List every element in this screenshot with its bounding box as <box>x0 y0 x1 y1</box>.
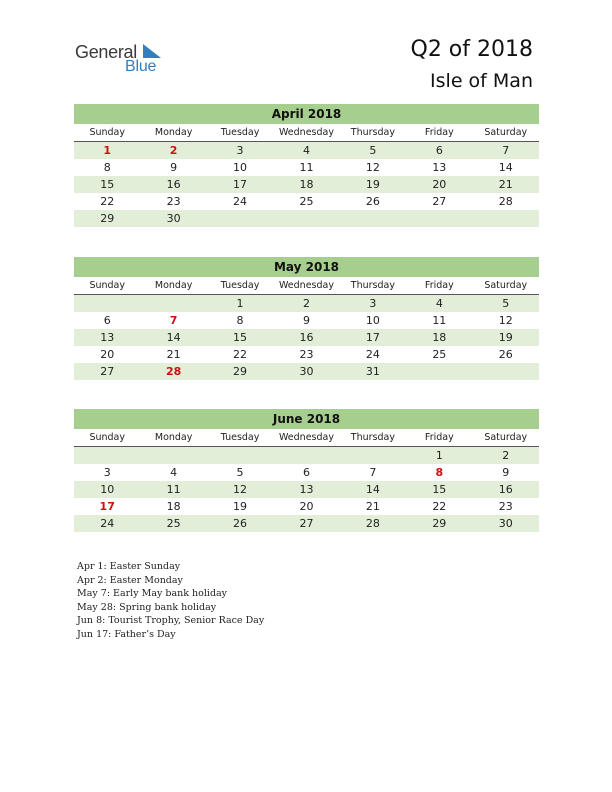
date-cell: 14 <box>166 331 181 344</box>
date-cell: 12 <box>498 314 513 327</box>
week-row <box>74 363 539 380</box>
week-row <box>74 312 539 329</box>
date-cell: 2 <box>302 297 310 310</box>
month-calendar-june <box>74 409 539 532</box>
month-title: May 2018 <box>74 257 539 277</box>
date-cell: 25 <box>299 195 314 208</box>
weeks-container <box>74 142 539 227</box>
date-cell <box>340 210 406 227</box>
date-cell: 30 <box>299 365 314 378</box>
date-cell: 24 <box>365 348 380 361</box>
date-cell: 2 <box>502 449 510 462</box>
weekday-label: Friday <box>424 280 454 291</box>
date-cell <box>473 210 539 227</box>
weekday-label: Monday <box>154 432 193 443</box>
date-cell <box>340 447 406 464</box>
date-cell: 9 <box>502 466 510 479</box>
week-row <box>74 210 539 227</box>
weekday-label: Tuesday <box>220 432 260 443</box>
date-cell: 26 <box>233 517 248 530</box>
holiday-note: Apr 1: Easter Sunday <box>77 561 181 572</box>
date-cell: 19 <box>233 500 248 513</box>
week-row <box>74 295 539 312</box>
weekday-header-row <box>74 124 539 142</box>
holiday-note: May 7: Early May bank holiday <box>77 588 228 599</box>
date-cell: 6 <box>302 466 310 479</box>
weeks-container <box>74 295 539 380</box>
holiday-note: Jun 17: Father’s Day <box>77 628 176 640</box>
date-cell <box>140 447 206 464</box>
date-cell: 16 <box>166 178 181 191</box>
holiday-date-cell: 8 <box>435 466 444 479</box>
weekday-label: Saturday <box>484 432 528 443</box>
weekday-label: Saturday <box>484 280 528 291</box>
week-row <box>74 481 539 498</box>
date-cell: 7 <box>369 466 377 479</box>
date-cell: 13 <box>299 483 314 496</box>
date-cell: 18 <box>166 500 181 513</box>
date-cell <box>473 363 539 380</box>
weekday-label: Tuesday <box>220 127 260 138</box>
date-cell: 21 <box>498 178 513 191</box>
weekday-header-row <box>74 429 539 447</box>
date-cell: 28 <box>365 517 380 530</box>
month-calendar-may <box>74 257 539 380</box>
weekday-label: Wednesday <box>278 432 334 443</box>
date-cell: 14 <box>365 483 380 496</box>
weekday-label: Tuesday <box>220 280 260 291</box>
weekday-label: Thursday <box>350 432 395 443</box>
week-row <box>74 515 539 532</box>
date-cell: 1 <box>236 297 244 310</box>
date-cell: 22 <box>233 348 248 361</box>
date-cell <box>207 210 273 227</box>
date-cell: 6 <box>435 144 443 157</box>
date-cell: 3 <box>369 297 377 310</box>
weekday-label: Sunday <box>89 280 125 291</box>
weekday-header-row <box>74 277 539 295</box>
date-cell: 13 <box>100 331 115 344</box>
weekday-label: Thursday <box>350 280 395 291</box>
weekday-label: Wednesday <box>278 280 334 291</box>
date-cell: 31 <box>365 365 380 378</box>
holiday-notes <box>77 560 264 641</box>
date-cell: 29 <box>432 517 447 530</box>
weekday-label: Saturday <box>484 127 528 138</box>
week-row <box>74 329 539 346</box>
date-cell: 8 <box>103 161 111 174</box>
date-cell: 10 <box>365 314 380 327</box>
weeks-container <box>74 447 539 532</box>
week-row <box>74 346 539 363</box>
week-row <box>74 447 539 464</box>
date-cell: 11 <box>432 314 447 327</box>
date-cell: 3 <box>103 466 111 479</box>
date-cell: 6 <box>103 314 111 327</box>
date-cell: 23 <box>166 195 181 208</box>
logo-text-blue: Blue <box>125 58 157 75</box>
date-cell: 9 <box>302 314 310 327</box>
date-cell: 5 <box>502 297 510 310</box>
month-title: April 2018 <box>74 104 539 124</box>
week-row <box>74 464 539 481</box>
date-cell: 3 <box>236 144 244 157</box>
date-cell: 15 <box>100 178 115 191</box>
date-cell: 19 <box>365 178 380 191</box>
date-cell: 4 <box>302 144 310 157</box>
date-cell: 15 <box>432 483 447 496</box>
date-cell: 27 <box>432 195 447 208</box>
date-cell <box>273 210 339 227</box>
date-cell: 21 <box>166 348 181 361</box>
date-cell <box>406 210 472 227</box>
date-cell: 4 <box>170 466 178 479</box>
date-cell: 26 <box>365 195 380 208</box>
holiday-date-cell: 2 <box>169 144 178 157</box>
date-cell <box>207 447 273 464</box>
date-cell: 27 <box>299 517 314 530</box>
date-cell: 22 <box>100 195 115 208</box>
weekday-label: Thursday <box>350 127 395 138</box>
date-cell: 23 <box>299 348 314 361</box>
holiday-date-cell: 1 <box>103 144 112 157</box>
date-cell: 30 <box>498 517 513 530</box>
weekday-label: Sunday <box>89 127 125 138</box>
date-cell: 28 <box>498 195 513 208</box>
date-cell: 22 <box>432 500 447 513</box>
date-cell: 5 <box>236 466 244 479</box>
date-cell: 14 <box>498 161 513 174</box>
date-cell: 27 <box>100 365 115 378</box>
holiday-date-cell: 17 <box>99 500 115 513</box>
weekday-label: Monday <box>154 127 193 138</box>
page-subtitle: Isle of Man <box>430 70 533 92</box>
date-cell: 16 <box>498 483 513 496</box>
weekday-label: Friday <box>424 432 454 443</box>
date-cell: 30 <box>166 212 181 225</box>
date-cell <box>74 447 140 464</box>
date-cell: 23 <box>498 500 513 513</box>
date-cell: 15 <box>233 331 248 344</box>
week-row <box>74 159 539 176</box>
week-row <box>74 176 539 193</box>
date-cell: 19 <box>498 331 513 344</box>
month-calendar-april <box>74 104 539 227</box>
date-cell: 20 <box>299 500 314 513</box>
date-cell: 17 <box>365 331 380 344</box>
date-cell: 29 <box>233 365 248 378</box>
date-cell <box>140 295 206 312</box>
week-row <box>74 193 539 210</box>
date-cell: 13 <box>432 161 447 174</box>
holiday-note: Apr 2: Easter Monday <box>77 574 183 586</box>
date-cell: 24 <box>100 517 115 530</box>
date-cell: 7 <box>502 144 510 157</box>
date-cell: 26 <box>498 348 513 361</box>
date-cell: 18 <box>299 178 314 191</box>
date-cell <box>406 363 472 380</box>
logo-text-general: General <box>75 42 137 62</box>
month-title: June 2018 <box>74 409 539 429</box>
date-cell <box>273 447 339 464</box>
holiday-date-cell: 28 <box>165 365 182 378</box>
page-title: Q2 of 2018 <box>410 37 533 62</box>
holiday-note: Jun 8: Tourist Trophy, Senior Race Day <box>77 615 265 626</box>
date-cell: 17 <box>233 178 248 191</box>
date-cell: 25 <box>432 348 447 361</box>
date-cell: 10 <box>233 161 248 174</box>
date-cell: 25 <box>166 517 181 530</box>
weekday-label: Monday <box>154 280 193 291</box>
date-cell: 12 <box>365 161 380 174</box>
date-cell: 10 <box>100 483 115 496</box>
date-cell: 24 <box>233 195 248 208</box>
date-cell: 29 <box>100 212 115 225</box>
holiday-note: May 28: Spring bank holiday <box>77 601 217 613</box>
date-cell: 11 <box>299 161 314 174</box>
date-cell: 4 <box>435 297 443 310</box>
weekday-label: Sunday <box>89 432 125 443</box>
date-cell: 21 <box>365 500 380 513</box>
date-cell: 5 <box>369 144 377 157</box>
generalblue-logo <box>75 42 175 78</box>
date-cell: 1 <box>435 449 443 462</box>
date-cell: 11 <box>166 483 181 496</box>
date-cell <box>74 295 140 312</box>
date-cell: 8 <box>236 314 244 327</box>
week-row <box>74 142 539 159</box>
date-cell: 18 <box>432 331 447 344</box>
weekday-label: Friday <box>424 127 454 138</box>
date-cell: 20 <box>100 348 115 361</box>
date-cell: 20 <box>432 178 447 191</box>
date-cell: 12 <box>233 483 248 496</box>
week-row <box>74 498 539 515</box>
date-cell: 9 <box>170 161 178 174</box>
holiday-date-cell: 7 <box>169 314 178 327</box>
weekday-label: Wednesday <box>278 127 334 138</box>
date-cell: 16 <box>299 331 314 344</box>
